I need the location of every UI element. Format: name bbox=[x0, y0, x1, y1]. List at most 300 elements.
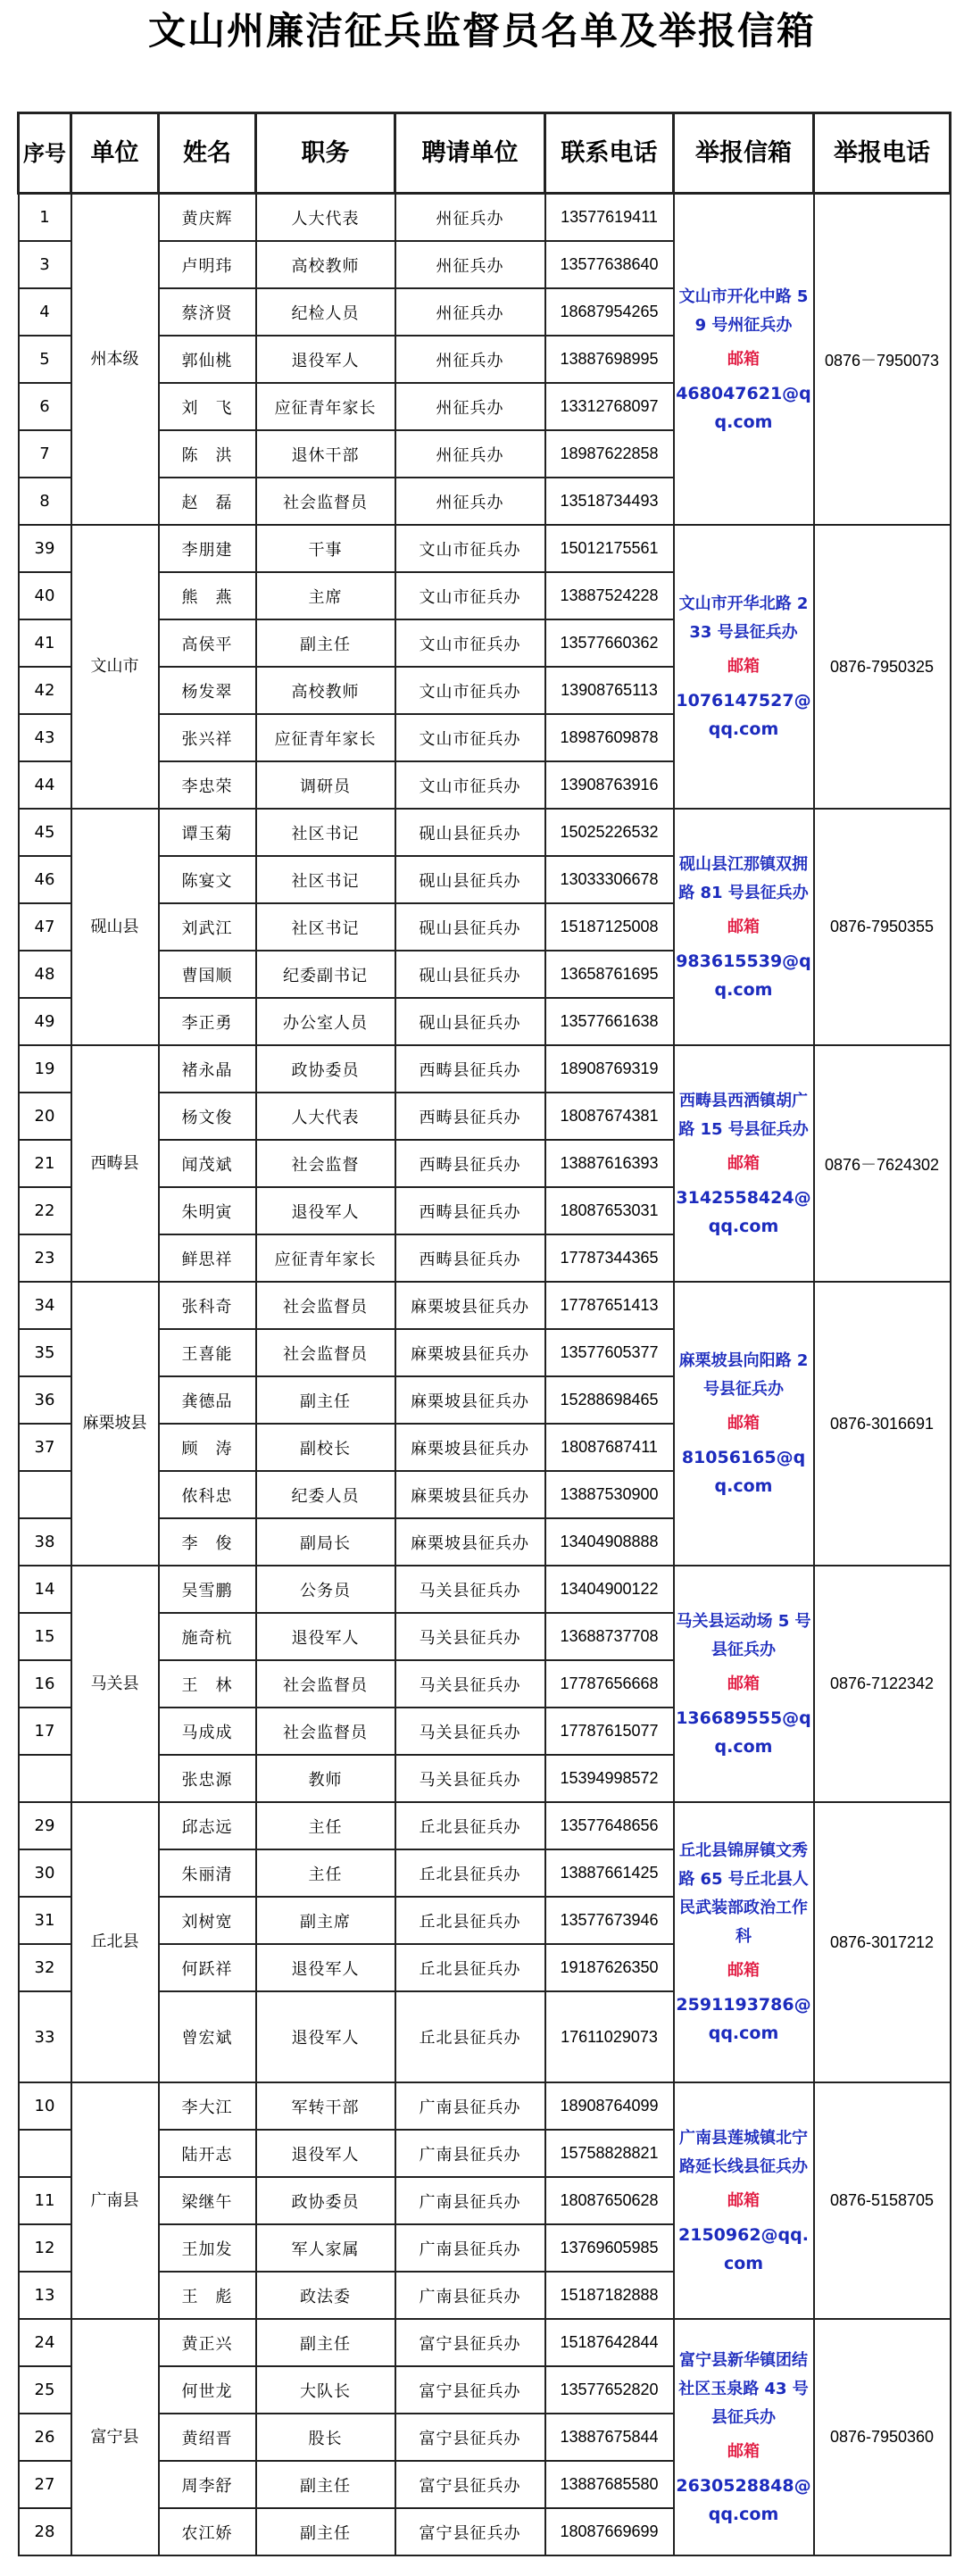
row-number: 5 bbox=[19, 336, 71, 383]
position-cell: 退役军人 bbox=[256, 1613, 395, 1660]
phone-cell: 15288698465 bbox=[545, 1376, 674, 1424]
report-phone-cell: 0876－7950073 bbox=[814, 194, 951, 526]
mailbox-email[interactable]: 983615539@qq.com bbox=[676, 951, 811, 1000]
employer-cell: 丘北县征兵办 bbox=[395, 1991, 545, 2082]
employer-cell: 砚山县征兵办 bbox=[395, 951, 545, 998]
report-phone-cell: 0876－7624302 bbox=[814, 1045, 951, 1282]
report-phone-cell: 0876-7122342 bbox=[814, 1566, 951, 1802]
employer-cell: 州征兵办 bbox=[395, 430, 545, 478]
mailbox-email[interactable]: 3142558424@qq.com bbox=[676, 1187, 811, 1236]
row-number: 24 bbox=[19, 2319, 71, 2366]
employer-cell: 广南县征兵办 bbox=[395, 2082, 545, 2130]
header-report-phone: 举报电话 bbox=[814, 113, 951, 194]
position-cell: 社区书记 bbox=[256, 856, 395, 903]
phone-cell: 13033306678 bbox=[545, 856, 674, 903]
position-cell: 政协委员 bbox=[256, 2177, 395, 2224]
name-cell: 顾 涛 bbox=[159, 1424, 256, 1471]
row-number: 30 bbox=[19, 1849, 71, 1897]
mailbox-email[interactable]: 136689555@qq.com bbox=[676, 1708, 811, 1757]
phone-cell: 13404900122 bbox=[545, 1566, 674, 1613]
position-cell: 军人家属 bbox=[256, 2224, 395, 2272]
mailbox-address: 文山市开华北路 233 号县征兵办 bbox=[678, 594, 809, 642]
position-cell: 政法委 bbox=[256, 2272, 395, 2319]
row-number: 43 bbox=[19, 714, 71, 761]
employer-cell: 州征兵办 bbox=[395, 336, 545, 383]
name-cell: 高侯平 bbox=[159, 619, 256, 667]
header-mailbox: 举报信箱 bbox=[674, 113, 814, 194]
employer-cell: 西畴县征兵办 bbox=[395, 1093, 545, 1140]
position-cell: 副校长 bbox=[256, 1424, 395, 1471]
row-number: 38 bbox=[19, 1518, 71, 1566]
table-row bbox=[19, 1282, 951, 1329]
employer-cell: 文山市征兵办 bbox=[395, 667, 545, 714]
employer-cell: 富宁县征兵办 bbox=[395, 2461, 545, 2508]
name-cell: 朱丽清 bbox=[159, 1849, 256, 1897]
name-cell: 刘武江 bbox=[159, 903, 256, 951]
phone-cell: 18087653031 bbox=[545, 1187, 674, 1234]
employer-cell: 西畴县征兵办 bbox=[395, 1045, 545, 1093]
unit-cell: 马关县 bbox=[71, 1566, 159, 1802]
unit-cell: 西畴县 bbox=[71, 1045, 159, 1282]
position-cell: 应征青年家长 bbox=[256, 1234, 395, 1282]
position-cell: 公务员 bbox=[256, 1566, 395, 1613]
name-cell: 朱明寅 bbox=[159, 1187, 256, 1234]
name-cell: 施奇杭 bbox=[159, 1613, 256, 1660]
phone-cell: 15025226532 bbox=[545, 809, 674, 856]
position-cell: 干事 bbox=[256, 525, 395, 572]
name-cell: 梁继午 bbox=[159, 2177, 256, 2224]
row-number: 12 bbox=[19, 2224, 71, 2272]
employer-cell: 广南县征兵办 bbox=[395, 2272, 545, 2319]
phone-cell: 18908769319 bbox=[545, 1045, 674, 1093]
position-cell: 副主任 bbox=[256, 2461, 395, 2508]
employer-cell: 文山市征兵办 bbox=[395, 572, 545, 619]
employer-cell: 麻栗坡县征兵办 bbox=[395, 1424, 545, 1471]
position-cell: 副主任 bbox=[256, 2508, 395, 2555]
position-cell: 退役军人 bbox=[256, 1944, 395, 1991]
position-cell: 退役军人 bbox=[256, 336, 395, 383]
name-cell: 曾宏斌 bbox=[159, 1991, 256, 2082]
table-row bbox=[19, 809, 951, 856]
name-cell: 王加发 bbox=[159, 2224, 256, 2272]
name-cell: 杨文俊 bbox=[159, 1093, 256, 1140]
report-phone-cell: 0876-3016691 bbox=[814, 1282, 951, 1566]
phone-cell: 17787615077 bbox=[545, 1708, 674, 1755]
mailbox-email[interactable]: 1076147527@qq.com bbox=[676, 691, 811, 739]
mailbox-label: 邮箱 bbox=[727, 1414, 760, 1433]
employer-cell: 富宁县征兵办 bbox=[395, 2414, 545, 2461]
employer-cell: 州征兵办 bbox=[395, 478, 545, 525]
row-number: 27 bbox=[19, 2461, 71, 2508]
row-number: 37 bbox=[19, 1424, 71, 1471]
employer-cell: 麻栗坡县征兵办 bbox=[395, 1518, 545, 1566]
name-cell: 刘树宽 bbox=[159, 1897, 256, 1944]
unit-cell: 广南县 bbox=[71, 2082, 159, 2319]
row-number: 23 bbox=[19, 1234, 71, 1282]
mailbox-address: 广南县莲城镇北宁路延长线县征兵办 bbox=[679, 2128, 808, 2176]
employer-cell: 麻栗坡县征兵办 bbox=[395, 1329, 545, 1376]
row-number: 16 bbox=[19, 1660, 71, 1708]
mailbox-cell bbox=[674, 2319, 814, 2555]
table-row bbox=[19, 1566, 951, 1613]
row-number: 17 bbox=[19, 1708, 71, 1755]
phone-cell: 18087687411 bbox=[545, 1424, 674, 1471]
mailbox-cell bbox=[674, 1566, 814, 1802]
phone-cell: 13577638640 bbox=[545, 241, 674, 288]
page-title: 文山州廉洁征兵监督员名单及举报信箱 bbox=[147, 9, 816, 53]
header-unit: 单位 bbox=[71, 113, 159, 194]
report-phone-cell: 0876-7950355 bbox=[814, 809, 951, 1045]
position-cell: 退役军人 bbox=[256, 1187, 395, 1234]
employer-cell: 砚山县征兵办 bbox=[395, 903, 545, 951]
row-number: 39 bbox=[19, 525, 71, 572]
report-phone-cell: 0876-7950360 bbox=[814, 2319, 951, 2555]
unit-cell: 州本级 bbox=[71, 194, 159, 526]
name-cell: 谭玉菊 bbox=[159, 809, 256, 856]
phone-cell: 13887675844 bbox=[545, 2414, 674, 2461]
name-cell: 何世龙 bbox=[159, 2366, 256, 2414]
mailbox-label: 邮箱 bbox=[727, 1674, 760, 1693]
mailbox-label: 邮箱 bbox=[727, 1153, 760, 1173]
row-number: 44 bbox=[19, 761, 71, 809]
position-cell: 副局长 bbox=[256, 1518, 395, 1566]
employer-cell: 文山市征兵办 bbox=[395, 761, 545, 809]
row-number bbox=[19, 1471, 71, 1518]
row-number: 35 bbox=[19, 1329, 71, 1376]
phone-cell: 17611029073 bbox=[545, 1991, 674, 2082]
employer-cell: 丘北县征兵办 bbox=[395, 1897, 545, 1944]
position-cell: 副主席 bbox=[256, 1897, 395, 1944]
mailbox-cell bbox=[674, 1045, 814, 1282]
name-cell: 王喜能 bbox=[159, 1329, 256, 1376]
header-name: 姓名 bbox=[159, 113, 256, 194]
employer-cell: 丘北县征兵办 bbox=[395, 1944, 545, 1991]
header-position: 职务 bbox=[256, 113, 395, 194]
name-cell: 曹国顺 bbox=[159, 951, 256, 998]
position-cell: 退休干部 bbox=[256, 430, 395, 478]
row-number: 32 bbox=[19, 1944, 71, 1991]
name-cell: 周李舒 bbox=[159, 2461, 256, 2508]
mailbox-label: 邮箱 bbox=[727, 917, 760, 936]
position-cell: 社区书记 bbox=[256, 903, 395, 951]
position-cell: 办公室人员 bbox=[256, 998, 395, 1045]
position-cell: 人大代表 bbox=[256, 1093, 395, 1140]
position-cell: 主任 bbox=[256, 1849, 395, 1897]
position-cell: 副主任 bbox=[256, 1376, 395, 1424]
mailbox-email[interactable]: 2630528848@qq.com bbox=[676, 2475, 811, 2524]
name-cell: 王 林 bbox=[159, 1660, 256, 1708]
row-number: 46 bbox=[19, 856, 71, 903]
position-cell: 应征青年家长 bbox=[256, 383, 395, 430]
phone-cell: 13577673946 bbox=[545, 1897, 674, 1944]
phone-cell: 13577652820 bbox=[545, 2366, 674, 2414]
row-number: 48 bbox=[19, 951, 71, 998]
row-number: 47 bbox=[19, 903, 71, 951]
header-phone: 联系电话 bbox=[545, 113, 674, 194]
name-cell: 何跃祥 bbox=[159, 1944, 256, 1991]
mailbox-address: 麻栗坡县向阳路 2 号县征兵办 bbox=[678, 1351, 809, 1399]
report-phone-cell: 0876-5158705 bbox=[814, 2082, 951, 2319]
table-row bbox=[19, 2319, 951, 2366]
mailbox-cell bbox=[674, 194, 814, 526]
name-cell: 邱志远 bbox=[159, 1802, 256, 1849]
supervisor-table bbox=[17, 112, 952, 2556]
employer-cell: 广南县征兵办 bbox=[395, 2177, 545, 2224]
name-cell: 王 彪 bbox=[159, 2272, 256, 2319]
row-number bbox=[19, 2130, 71, 2177]
unit-cell: 富宁县 bbox=[71, 2319, 159, 2555]
report-phone-cell: 0876-3017212 bbox=[814, 1802, 951, 2082]
employer-cell: 西畴县征兵办 bbox=[395, 1187, 545, 1234]
position-cell: 退役军人 bbox=[256, 2130, 395, 2177]
employer-cell: 富宁县征兵办 bbox=[395, 2319, 545, 2366]
mailbox-email[interactable]: 81056165@qq.com bbox=[681, 1448, 806, 1496]
phone-cell: 15187642844 bbox=[545, 2319, 674, 2366]
table-row bbox=[19, 2082, 951, 2130]
row-number: 41 bbox=[19, 619, 71, 667]
row-number: 19 bbox=[19, 1045, 71, 1093]
mailbox-email[interactable]: 2150962@qq.com bbox=[678, 2224, 809, 2273]
header-row bbox=[19, 113, 951, 194]
name-cell: 龚德品 bbox=[159, 1376, 256, 1424]
name-cell: 农江娇 bbox=[159, 2508, 256, 2555]
employer-cell: 马关县征兵办 bbox=[395, 1613, 545, 1660]
phone-cell: 15187125008 bbox=[545, 903, 674, 951]
table-row bbox=[19, 194, 951, 242]
mailbox-label: 邮箱 bbox=[727, 657, 760, 676]
row-number: 33 bbox=[19, 1991, 71, 2082]
phone-cell: 13658761695 bbox=[545, 951, 674, 998]
employer-cell: 丘北县征兵办 bbox=[395, 1802, 545, 1849]
phone-cell: 18087650628 bbox=[545, 2177, 674, 2224]
phone-cell: 13908763916 bbox=[545, 761, 674, 809]
unit-cell: 麻栗坡县 bbox=[71, 1282, 159, 1566]
employer-cell: 马关县征兵办 bbox=[395, 1755, 545, 1802]
phone-cell: 13577661638 bbox=[545, 998, 674, 1045]
row-number: 13 bbox=[19, 2272, 71, 2319]
phone-cell: 13312768097 bbox=[545, 383, 674, 430]
row-number: 7 bbox=[19, 430, 71, 478]
header-no: 序号 bbox=[19, 113, 71, 194]
position-cell: 应征青年家长 bbox=[256, 714, 395, 761]
phone-cell: 17787651413 bbox=[545, 1282, 674, 1329]
row-number: 14 bbox=[19, 1566, 71, 1613]
row-number: 15 bbox=[19, 1613, 71, 1660]
mailbox-label: 邮箱 bbox=[727, 1961, 760, 1980]
table-body bbox=[19, 194, 951, 2556]
phone-cell: 13404908888 bbox=[545, 1518, 674, 1566]
row-number: 36 bbox=[19, 1376, 71, 1424]
position-cell: 退役军人 bbox=[256, 1991, 395, 2082]
row-number: 1 bbox=[19, 194, 71, 242]
name-cell: 褚永晶 bbox=[159, 1045, 256, 1093]
name-cell: 赵 磊 bbox=[159, 478, 256, 525]
row-number: 22 bbox=[19, 1187, 71, 1234]
unit-cell: 丘北县 bbox=[71, 1802, 159, 2082]
position-cell: 高校教师 bbox=[256, 667, 395, 714]
position-cell: 主任 bbox=[256, 1802, 395, 1849]
phone-cell: 18687954265 bbox=[545, 288, 674, 336]
position-cell: 社会监督员 bbox=[256, 1329, 395, 1376]
position-cell: 社会监督员 bbox=[256, 1708, 395, 1755]
name-cell: 张兴祥 bbox=[159, 714, 256, 761]
phone-cell: 13887698995 bbox=[545, 336, 674, 383]
name-cell: 卢明玮 bbox=[159, 241, 256, 288]
name-cell: 黄庆辉 bbox=[159, 194, 256, 242]
mailbox-address: 富宁县新华镇团结社区玉泉路 43 号县征兵办 bbox=[678, 2350, 809, 2427]
mailbox-address: 砚山县江那镇双拥路 81 号县征兵办 bbox=[678, 854, 809, 902]
phone-cell: 13887661425 bbox=[545, 1849, 674, 1897]
table-row bbox=[19, 1045, 951, 1093]
position-cell: 副主任 bbox=[256, 2319, 395, 2366]
employer-cell: 广南县征兵办 bbox=[395, 2130, 545, 2177]
row-number: 34 bbox=[19, 1282, 71, 1329]
row-number: 40 bbox=[19, 572, 71, 619]
position-cell: 调研员 bbox=[256, 761, 395, 809]
phone-cell: 15394998572 bbox=[545, 1755, 674, 1802]
employer-cell: 文山市征兵办 bbox=[395, 714, 545, 761]
name-cell: 吴雪鹏 bbox=[159, 1566, 256, 1613]
name-cell: 黄正兴 bbox=[159, 2319, 256, 2366]
row-number: 6 bbox=[19, 383, 71, 430]
phone-cell: 13887524228 bbox=[545, 572, 674, 619]
employer-cell: 文山市征兵办 bbox=[395, 619, 545, 667]
name-cell: 闻茂斌 bbox=[159, 1140, 256, 1187]
name-cell: 黄绍晋 bbox=[159, 2414, 256, 2461]
phone-cell: 17787344365 bbox=[545, 1234, 674, 1282]
row-number: 20 bbox=[19, 1093, 71, 1140]
name-cell: 刘 飞 bbox=[159, 383, 256, 430]
employer-cell: 马关县征兵办 bbox=[395, 1708, 545, 1755]
employer-cell: 州征兵办 bbox=[395, 241, 545, 288]
row-number: 10 bbox=[19, 2082, 71, 2130]
phone-cell: 17787656668 bbox=[545, 1660, 674, 1708]
name-cell: 李朋建 bbox=[159, 525, 256, 572]
row-number: 3 bbox=[19, 241, 71, 288]
phone-cell: 13887530900 bbox=[545, 1471, 674, 1518]
employer-cell: 丘北县征兵办 bbox=[395, 1849, 545, 1897]
name-cell: 郭仙桃 bbox=[159, 336, 256, 383]
employer-cell: 砚山县征兵办 bbox=[395, 856, 545, 903]
phone-cell: 15758828821 bbox=[545, 2130, 674, 2177]
mailbox-email[interactable]: 468047621@qq.com bbox=[676, 383, 811, 432]
phone-cell: 18087669699 bbox=[545, 2508, 674, 2555]
employer-cell: 麻栗坡县征兵办 bbox=[395, 1282, 545, 1329]
row-number: 28 bbox=[19, 2508, 71, 2555]
mailbox-cell bbox=[674, 809, 814, 1045]
phone-cell: 13769605985 bbox=[545, 2224, 674, 2272]
phone-cell: 18087674381 bbox=[545, 1093, 674, 1140]
phone-cell: 18987609878 bbox=[545, 714, 674, 761]
row-number: 21 bbox=[19, 1140, 71, 1187]
mailbox-address: 马关县运动场 5 号县征兵办 bbox=[676, 1611, 811, 1659]
row-number: 29 bbox=[19, 1802, 71, 1849]
position-cell: 纪委副书记 bbox=[256, 951, 395, 998]
name-cell: 鲜思祥 bbox=[159, 1234, 256, 1282]
employer-cell: 州征兵办 bbox=[395, 383, 545, 430]
name-cell: 张忠源 bbox=[159, 1755, 256, 1802]
position-cell: 社区书记 bbox=[256, 809, 395, 856]
unit-cell: 砚山县 bbox=[71, 809, 159, 1045]
employer-cell: 砚山县征兵办 bbox=[395, 809, 545, 856]
row-number: 11 bbox=[19, 2177, 71, 2224]
position-cell: 高校教师 bbox=[256, 241, 395, 288]
mailbox-email[interactable]: 2591193786@qq.com bbox=[676, 1995, 811, 2043]
mailbox-address: 丘北县锦屏镇文秀路 65 号丘北县人民武装部政治工作科 bbox=[678, 1841, 809, 1946]
phone-cell: 15012175561 bbox=[545, 525, 674, 572]
employer-cell: 砚山县征兵办 bbox=[395, 998, 545, 1045]
phone-cell: 13887685580 bbox=[545, 2461, 674, 2508]
position-cell: 政协委员 bbox=[256, 1045, 395, 1093]
row-number: 49 bbox=[19, 998, 71, 1045]
position-cell: 股长 bbox=[256, 2414, 395, 2461]
row-number: 26 bbox=[19, 2414, 71, 2461]
phone-cell: 18987622858 bbox=[545, 430, 674, 478]
name-cell: 李大江 bbox=[159, 2082, 256, 2130]
phone-cell: 15187182888 bbox=[545, 2272, 674, 2319]
row-number: 25 bbox=[19, 2366, 71, 2414]
report-phone-cell: 0876-7950325 bbox=[814, 525, 951, 809]
position-cell: 社会监督 bbox=[256, 1140, 395, 1187]
header-employer: 聘请单位 bbox=[395, 113, 545, 194]
name-cell: 陈 洪 bbox=[159, 430, 256, 478]
position-cell: 社会监督员 bbox=[256, 478, 395, 525]
name-cell: 侬科忠 bbox=[159, 1471, 256, 1518]
position-cell: 人大代表 bbox=[256, 194, 395, 242]
mailbox-address: 西畴县西洒镇胡广路 15 号县征兵办 bbox=[678, 1091, 809, 1139]
mailbox-cell bbox=[674, 525, 814, 809]
mailbox-cell bbox=[674, 1802, 814, 2082]
position-cell: 纪检人员 bbox=[256, 288, 395, 336]
phone-cell: 13518734493 bbox=[545, 478, 674, 525]
row-number: 4 bbox=[19, 288, 71, 336]
phone-cell: 13577648656 bbox=[545, 1802, 674, 1849]
position-cell: 军转干部 bbox=[256, 2082, 395, 2130]
row-number: 42 bbox=[19, 667, 71, 714]
name-cell: 李正勇 bbox=[159, 998, 256, 1045]
row-number: 8 bbox=[19, 478, 71, 525]
name-cell: 马成成 bbox=[159, 1708, 256, 1755]
employer-cell: 富宁县征兵办 bbox=[395, 2508, 545, 2555]
mailbox-address: 文山市开化中路 59 号州征兵办 bbox=[678, 287, 809, 335]
position-cell: 纪委人员 bbox=[256, 1471, 395, 1518]
position-cell: 社会监督员 bbox=[256, 1660, 395, 1708]
phone-cell: 13887616393 bbox=[545, 1140, 674, 1187]
employer-cell: 麻栗坡县征兵办 bbox=[395, 1471, 545, 1518]
employer-cell: 文山市征兵办 bbox=[395, 525, 545, 572]
row-number: 31 bbox=[19, 1897, 71, 1944]
mailbox-label: 邮箱 bbox=[727, 2190, 760, 2210]
name-cell: 蔡济贤 bbox=[159, 288, 256, 336]
position-cell: 大队长 bbox=[256, 2366, 395, 2414]
name-cell: 张科奇 bbox=[159, 1282, 256, 1329]
name-cell: 杨发翠 bbox=[159, 667, 256, 714]
name-cell: 陆开志 bbox=[159, 2130, 256, 2177]
table-row bbox=[19, 1802, 951, 1849]
mailbox-cell bbox=[674, 1282, 814, 1566]
employer-cell: 州征兵办 bbox=[395, 288, 545, 336]
position-cell: 副主任 bbox=[256, 619, 395, 667]
employer-cell: 西畴县征兵办 bbox=[395, 1234, 545, 1282]
row-number: 45 bbox=[19, 809, 71, 856]
mailbox-label: 邮箱 bbox=[727, 2441, 760, 2461]
mailbox-cell bbox=[674, 2082, 814, 2319]
employer-cell: 麻栗坡县征兵办 bbox=[395, 1376, 545, 1424]
name-cell: 陈宴文 bbox=[159, 856, 256, 903]
unit-cell: 文山市 bbox=[71, 525, 159, 809]
name-cell: 李忠荣 bbox=[159, 761, 256, 809]
phone-cell: 13577660362 bbox=[545, 619, 674, 667]
